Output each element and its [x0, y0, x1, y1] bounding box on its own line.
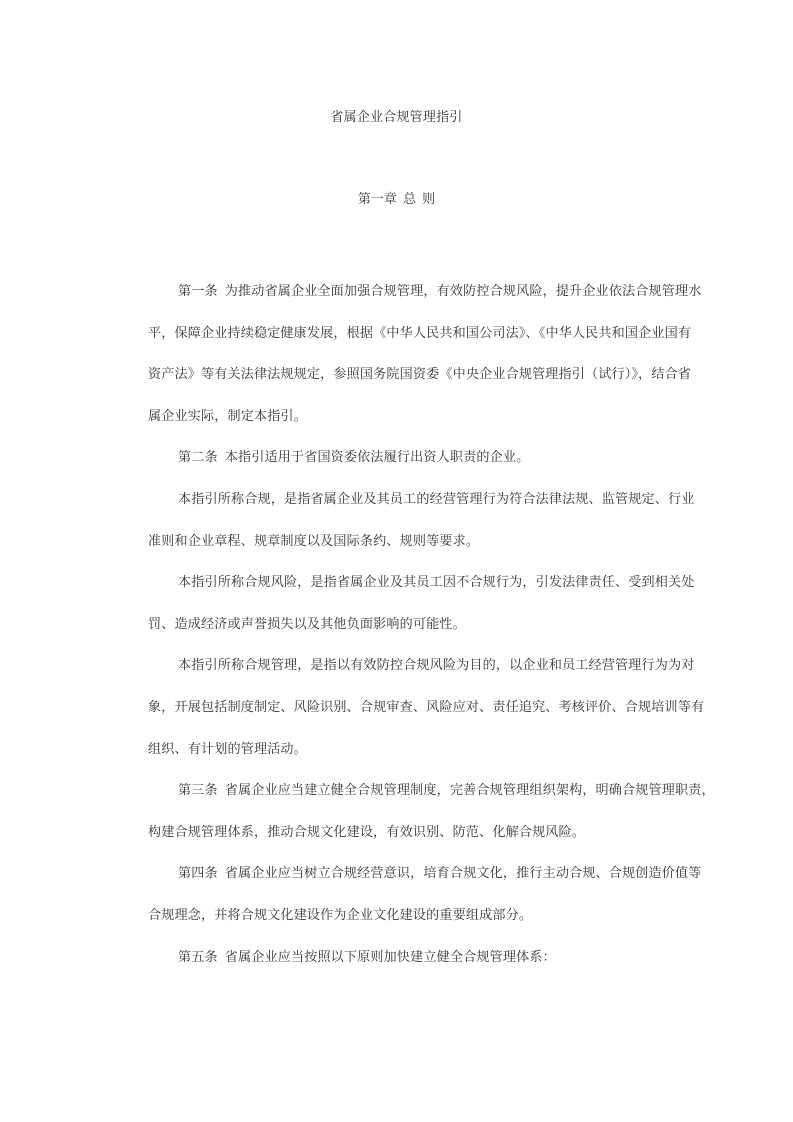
article-5 [118, 937, 678, 979]
article-2 [118, 437, 678, 479]
definition-compliance-risk [118, 562, 695, 645]
document-title: 省属企业合规管理指引 [330, 110, 463, 125]
paragraph-line [118, 770, 715, 812]
line-text: 省属企业应当按照以下原则加快建立健全合规管理体系： [224, 949, 556, 965]
paragraph-line: 平，保障企业持续稳定健康发展，根据《中华人民共和国公司法》、《中华人民共和国企业国有 [148, 325, 692, 341]
document-body [118, 271, 715, 978]
paragraph-line: 准则和企业章程、规章制度以及国际条约、规则等要求。 [148, 533, 480, 549]
paragraph-line [118, 853, 702, 895]
article-3 [118, 770, 715, 853]
paragraph-line [118, 937, 678, 979]
paragraph-line: 本指引所称合规，是指省属企业及其员工的经营管理行为符合法律法规、监管规定、行业 [178, 491, 695, 507]
definition-compliance [118, 479, 695, 562]
paragraph-line: 本指引所称合规风险，是指省属企业及其员工因不合规行为，引发法律责任、受到相关处 [178, 575, 695, 591]
paragraph-line: 象，开展包括制度制定、风险识别、合规审查、风险应对、责任追究、考核评价、合规培训等有 [148, 699, 705, 715]
article-number: 第三条 [178, 783, 218, 799]
paragraph-line [118, 271, 702, 313]
article-number: 第二条 [178, 450, 218, 466]
line-text: 省属企业应当建立健全合规管理制度，完善合规管理组织架构，明确合规管理职责， [224, 783, 715, 799]
paragraph-line: 组织、有计划的管理活动。 [148, 741, 307, 757]
paragraph-line [118, 437, 678, 479]
article-number: 第一条 [178, 284, 218, 299]
definition-compliance-management [118, 645, 705, 770]
paragraph-line: 罚、造成经济或声誉损失以及其他负面影响的可能性。 [148, 616, 466, 632]
paragraph-line: 属企业实际，制定本指引。 [148, 408, 307, 424]
paragraph-line: 合规理念，并将合规文化建设作为企业文化建设的重要组成部分。 [148, 907, 533, 923]
line-text: 本指引适用于省国资委依法履行出资人职责的企业。 [224, 450, 530, 466]
chapter-heading: 第一章 总 则 [357, 192, 436, 207]
article-number: 第五条 [178, 949, 218, 965]
article-number: 第四条 [178, 866, 218, 882]
line-text: 省属企业应当树立合规经营意识，培育合规文化，推行主动合规、合规创造价值等 [224, 866, 702, 882]
paragraph-line: 资产法》等有关法律法规规定，参照国务院国资委《中央企业合规管理指引（试行）》，结合省 [148, 367, 692, 383]
paragraph-line: 本指引所称合规管理，是指以有效防控合规风险为目的，以企业和员工经营管理行为为对 [178, 658, 695, 674]
article-1 [118, 271, 702, 437]
line-text: 为推动省属企业全面加强合规管理，有效防控合规风险，提升企业依法合规管理水 [224, 284, 702, 299]
paragraph-line: 构建合规管理体系，推动合规文化建设，有效识别、防范、化解合规风险。 [148, 824, 586, 840]
article-4 [118, 853, 702, 936]
